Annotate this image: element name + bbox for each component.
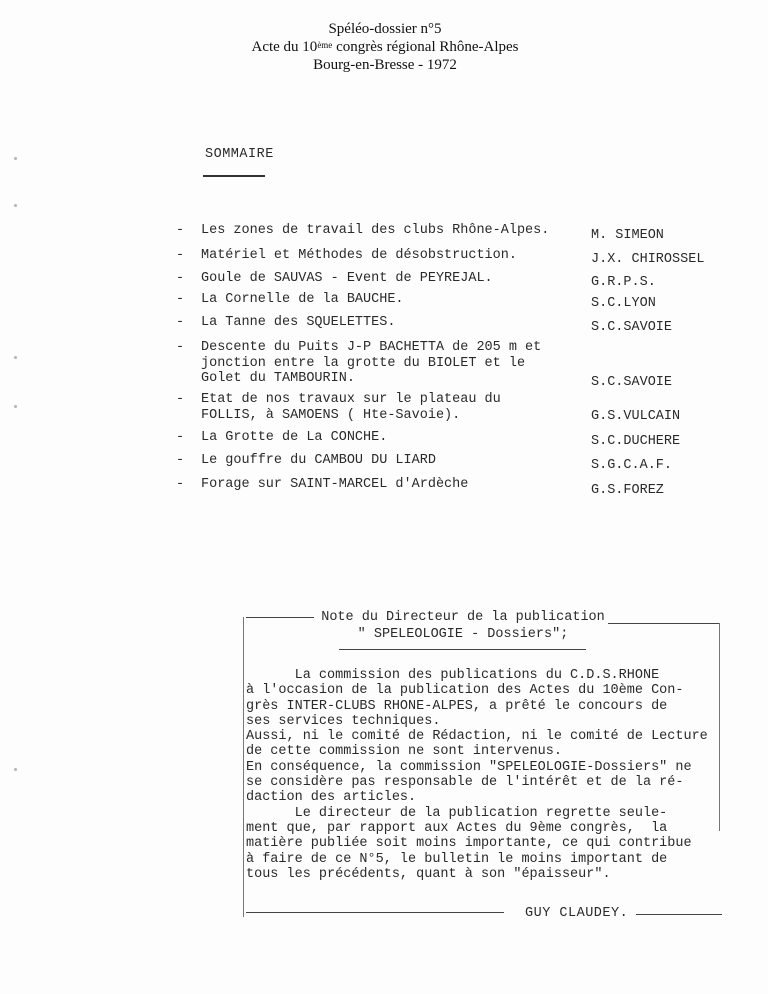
note-frame-bottom-right-rule: [636, 914, 722, 915]
note-body-line: Aussi, ni le comité de Rédaction, ni le comité de Lecture: [246, 729, 708, 745]
toc-item-author: S.C.SAVOIE: [591, 320, 673, 335]
toc-dash: -: [176, 340, 185, 355]
toc-dash: -: [176, 315, 185, 330]
toc-dash: -: [176, 453, 185, 468]
toc-item-title: La Cornelle de la BAUCHE.: [201, 292, 404, 307]
note-body-line: La commission des publications du C.D.S.RHONE: [246, 668, 660, 683]
toc-item-title: La Grotte de La CONCHE.: [201, 430, 388, 445]
note-body-line: ses services techniques.: [246, 713, 441, 729]
toc-item-title: Descente du Puits J-P BACHETTA de 205 m et jonction entre la grotte du BIOLET et le Golet du TAMBOURIN.: [201, 340, 542, 386]
toc-item-author: J.X. CHIROSSEL: [591, 252, 705, 267]
note-frame-right-rule: [719, 623, 720, 831]
toc-item-title: Matériel et Méthodes de désobstruction.: [201, 248, 517, 263]
note-body-line: En conséquence, la commission "SPELEOLOGIE-Dossiers" ne: [246, 759, 692, 775]
sommaire-underline: [203, 175, 265, 177]
binder-hole-mark: [14, 204, 17, 207]
toc-dash: -: [176, 430, 185, 445]
toc-item-title: Etat de nos travaux sur le plateau du FOLLIS, à SAMOENS ( Hte-Savoie).: [201, 392, 501, 423]
toc-dash: -: [176, 223, 185, 238]
header-line-2-superscript: ème: [317, 40, 333, 50]
note-body-line: grès INTER-CLUBS RHONE-ALPES, a prêté le concours de: [246, 698, 668, 714]
note-body-line: à l'occasion de la publication des Actes du 10ème Con-: [246, 683, 684, 699]
toc-item-author: S.C.SAVOIE: [591, 375, 673, 390]
note-frame-top-right-rule: [608, 623, 720, 624]
note-signature: GUY CLAUDEY.: [525, 906, 629, 921]
note-heading-underline: [339, 649, 586, 650]
note-body-line: de cette commission ne sont intervenus.: [246, 744, 562, 760]
document-header: [230, 20, 540, 74]
note-frame-left-rule: [243, 617, 244, 917]
toc-item-author: G.R.P.S.: [591, 275, 656, 290]
toc-dash: -: [176, 477, 185, 492]
note-frame-bottom-left-rule: [246, 912, 504, 913]
binder-hole-mark: [14, 356, 17, 359]
header-line-3: Bourg-en-Bresse - 1972: [313, 57, 457, 73]
note-body-line: matière publiée soit moins importante, ce qui contribue: [246, 836, 692, 852]
binder-hole-mark: [14, 157, 17, 160]
note-body-line: se considère pas responsable de l'intérêt et de la ré-: [246, 775, 684, 791]
toc-item-author: M. SIMEON: [591, 228, 664, 243]
note-body-line: ment que, par rapport aux Actes du 9ème congrès, la: [246, 820, 668, 836]
header-line-2: [230, 38, 540, 56]
toc-item-title: Goule de SAUVAS - Event de PEYREJAL.: [201, 271, 493, 286]
toc-item-title: Le gouffre du CAMBOU DU LIARD: [201, 453, 436, 468]
toc-item-author: G.S.FOREZ: [591, 483, 664, 498]
toc-dash: -: [176, 271, 185, 286]
note-body-line: tous les précédents, quant à son "épaisseur".: [246, 866, 611, 882]
note-body-line: daction des articles.: [246, 790, 417, 806]
toc-dash: -: [176, 248, 185, 263]
toc-item-title: La Tanne des SQUELETTES.: [201, 315, 396, 330]
toc-item-title: Forage sur SAINT-MARCEL d'Ardèche: [201, 477, 469, 492]
toc-item-title: Les zones de travail des clubs Rhône-Alpes.: [201, 223, 550, 238]
note-heading-line-1: Note du Directeur de la publication: [321, 610, 605, 625]
binder-hole-mark: [14, 405, 17, 408]
header-line-1: Spéléo-dossier n°5: [328, 21, 442, 37]
toc-item-author: S.C.DUCHERE: [591, 434, 681, 449]
binder-hole-mark: [14, 768, 17, 771]
toc-dash: -: [176, 392, 185, 407]
toc-item-author: G.S.VULCAIN: [591, 409, 681, 424]
note-body-line: Le directeur de la publication regrette seule-: [246, 805, 668, 821]
toc-dash: -: [176, 292, 185, 307]
note-heading-line-2: " SPELEOLOGIE - Dossiers";: [357, 627, 569, 642]
note-body-line: à faire de ce N°5, le bulletin le moins important de: [246, 851, 668, 867]
header-line-2-prefix: Acte du 10: [251, 39, 318, 55]
note-body: [246, 668, 716, 882]
toc-item-author: S.C.LYON: [591, 296, 656, 311]
toc-item-author: S.G.C.A.F.: [591, 458, 673, 473]
note-frame-top-left-rule: [246, 617, 314, 618]
sommaire-title: SOMMAIRE: [205, 147, 274, 162]
header-line-2-suffix: congrès régional Rhône-Alpes: [332, 39, 519, 55]
